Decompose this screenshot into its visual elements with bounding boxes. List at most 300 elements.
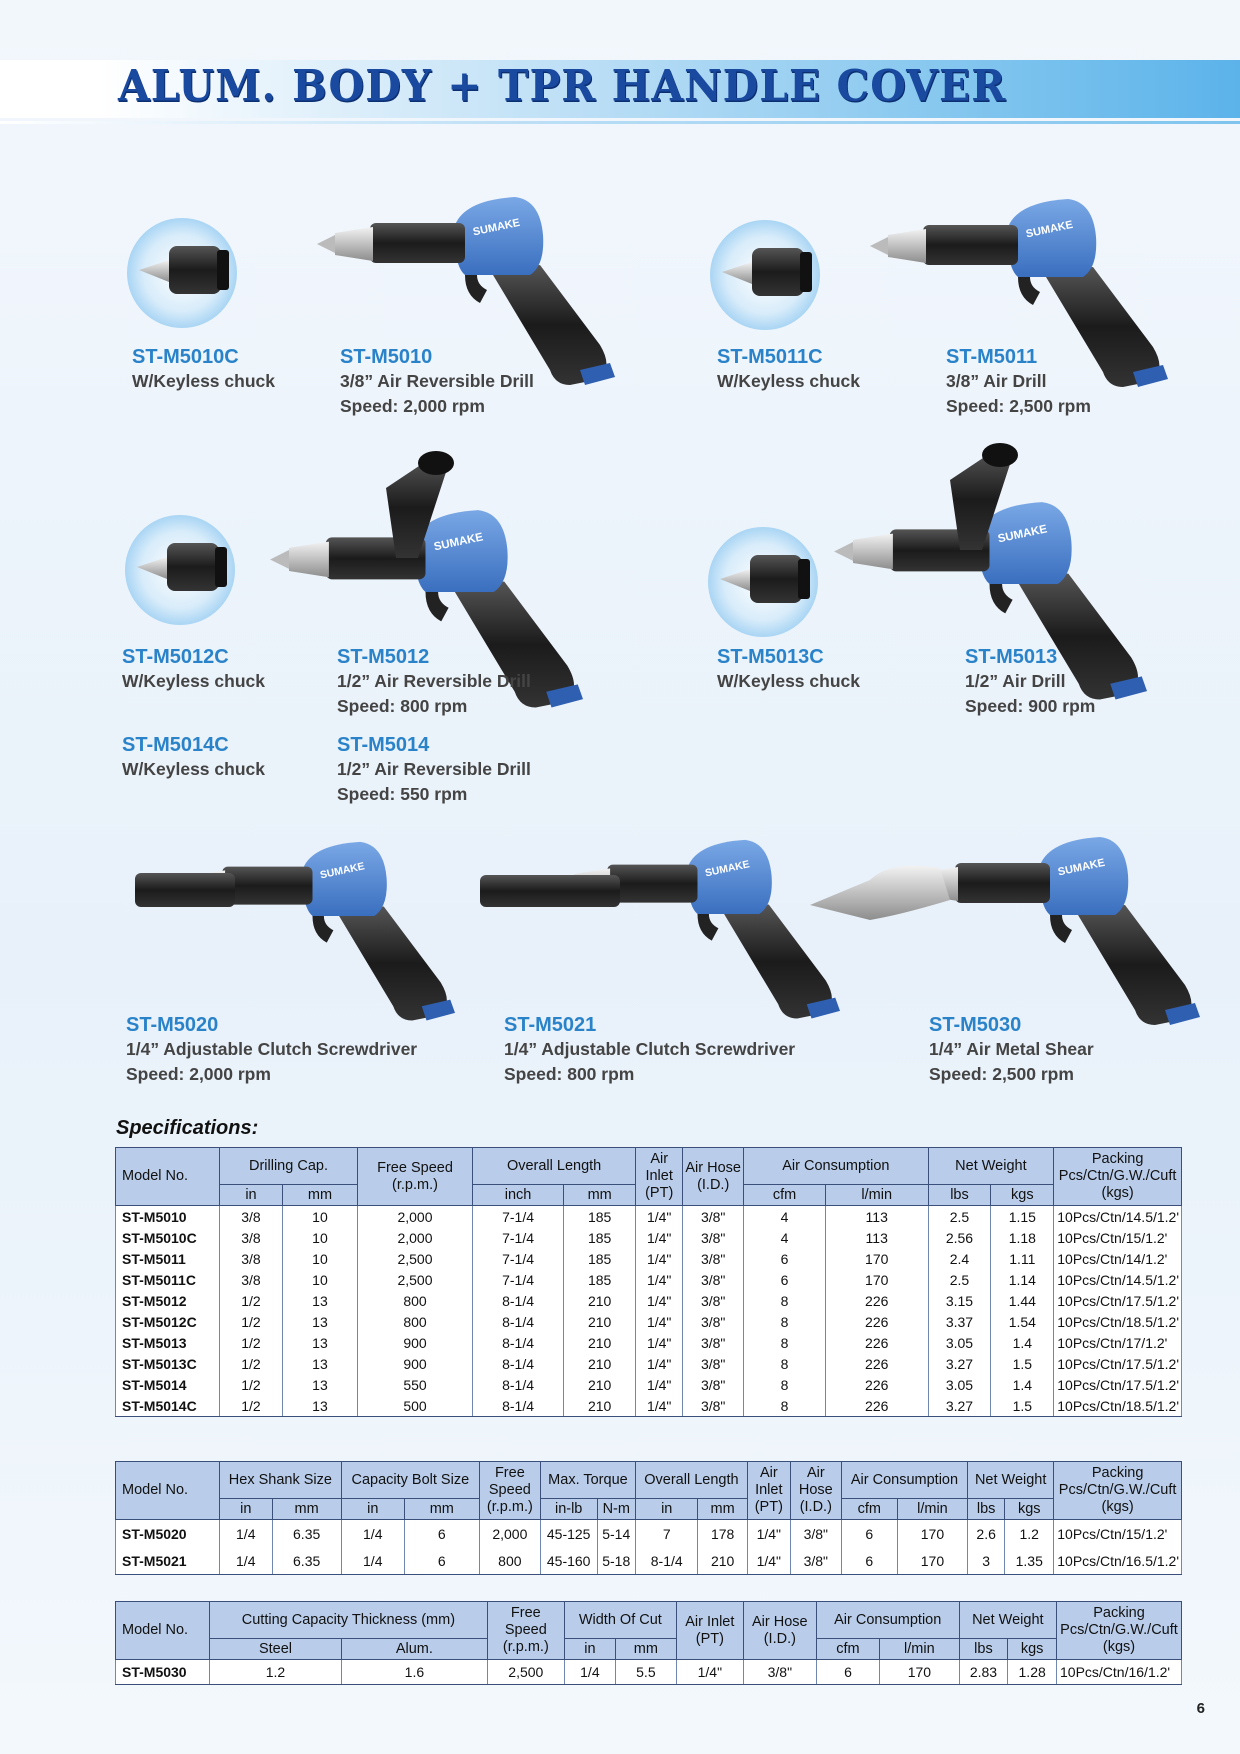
table-cell: 2.4 xyxy=(928,1248,991,1269)
product-speed: Speed: 2,000 rpm xyxy=(126,1064,271,1084)
table-cell: 1.11 xyxy=(991,1248,1054,1269)
product-desc: W/Keyless chuck xyxy=(717,671,860,691)
sub-in: in xyxy=(220,1499,273,1520)
page-number: 6 xyxy=(1196,1700,1205,1717)
table-cell: 3.05 xyxy=(928,1332,991,1353)
sub-in: in xyxy=(220,1185,283,1206)
table-cell: 6 xyxy=(404,1520,479,1548)
model-cell: ST-M5010C xyxy=(116,1227,220,1248)
table-cell: 3.27 xyxy=(928,1353,991,1374)
model-cell: ST-M5013 xyxy=(116,1332,220,1353)
table-cell: 8-1/4 xyxy=(473,1374,564,1395)
table-cell: 3/8" xyxy=(683,1206,744,1228)
table-cell: 6 xyxy=(404,1547,479,1575)
product-code: ST-M5012C xyxy=(122,646,229,668)
table-cell: 10Pcs/Ctn/14.5/1.2' xyxy=(1054,1269,1182,1290)
table-row xyxy=(116,1269,1182,1290)
table-cell: 8-1/4 xyxy=(473,1290,564,1311)
table-cell: 210 xyxy=(564,1374,636,1395)
table-cell: 1/4 xyxy=(220,1520,273,1548)
table-cell: 10Pcs/Ctn/17/1.2' xyxy=(1054,1332,1182,1353)
product-desc: 1/2” Air Reversible Drill xyxy=(337,759,531,779)
product-desc: W/Keyless chuck xyxy=(122,759,265,779)
table-cell: 10Pcs/Ctn/18.5/1.2' xyxy=(1054,1395,1182,1417)
table-cell: 1/4 xyxy=(564,1660,615,1685)
sub-lmin: l/min xyxy=(880,1639,960,1660)
table-cell: 500 xyxy=(358,1395,473,1417)
table-cell: 210 xyxy=(564,1311,636,1332)
col-hose: Air Hose (I.D.) xyxy=(743,1602,816,1660)
product-desc: 3/8” Air Drill xyxy=(946,371,1047,391)
table-cell: 6.35 xyxy=(272,1520,341,1548)
table-cell: 170 xyxy=(825,1269,928,1290)
table-cell: 1.28 xyxy=(1008,1660,1057,1685)
table-cell: 1.5 xyxy=(991,1395,1054,1417)
col-weight: Net Weight xyxy=(959,1602,1056,1639)
col-inlet: Air Inlet (PT) xyxy=(747,1462,790,1520)
table-cell: 8-1/4 xyxy=(473,1311,564,1332)
table-cell: 226 xyxy=(825,1395,928,1417)
table-cell: 1/4" xyxy=(747,1547,790,1575)
product-code: ST-M5013C xyxy=(717,646,824,668)
table-cell: 1.15 xyxy=(991,1206,1054,1228)
model-cell: ST-M5014 xyxy=(116,1374,220,1395)
table-cell: 3/8" xyxy=(790,1520,841,1548)
product-speed: Speed: 2,500 rpm xyxy=(929,1064,1074,1084)
table-cell: 7 xyxy=(636,1520,698,1548)
table-row xyxy=(116,1311,1182,1332)
model-cell: ST-M5013C xyxy=(116,1353,220,1374)
model-cell: ST-M5020 xyxy=(116,1520,220,1548)
table-cell: 1/4" xyxy=(747,1520,790,1548)
col-air: Air Consumption xyxy=(744,1148,928,1185)
table-cell: 800 xyxy=(358,1311,473,1332)
table-cell: 226 xyxy=(825,1332,928,1353)
table-cell: 3/8" xyxy=(683,1353,744,1374)
product-ST-M5013C xyxy=(717,645,860,694)
product-speed: Speed: 800 rpm xyxy=(504,1064,635,1084)
table-row xyxy=(116,1660,1182,1685)
table-cell: 1.5 xyxy=(991,1353,1054,1374)
table-cell: 6 xyxy=(816,1660,879,1685)
keyless-chuck-image xyxy=(708,527,828,639)
sub-lmin: l/min xyxy=(897,1499,967,1520)
table-cell: 5.5 xyxy=(615,1660,676,1685)
col-width: Width Of Cut xyxy=(564,1602,676,1639)
table-cell: 2,000 xyxy=(358,1227,473,1248)
product-ST-M5021 xyxy=(504,1013,795,1087)
product-desc: 1/4” Air Metal Shear xyxy=(929,1039,1094,1059)
table-cell: 10 xyxy=(282,1227,357,1248)
table-cell: 10Pcs/Ctn/15/1.2' xyxy=(1054,1520,1182,1548)
table-cell: 7-1/4 xyxy=(473,1206,564,1228)
table-cell: 226 xyxy=(825,1374,928,1395)
sub-in: in xyxy=(636,1499,698,1520)
table-cell: 3/8" xyxy=(683,1269,744,1290)
product-ST-M5013 xyxy=(965,645,1095,719)
table-cell: 113 xyxy=(825,1206,928,1228)
table-cell: 170 xyxy=(897,1547,967,1575)
table-cell: 8 xyxy=(744,1332,826,1353)
table-cell: 1/4" xyxy=(676,1660,743,1685)
sub-steel: Steel xyxy=(210,1639,342,1660)
col-drilling: Drilling Cap. xyxy=(220,1148,358,1185)
model-cell: ST-M5012 xyxy=(116,1290,220,1311)
product-speed: Speed: 550 rpm xyxy=(337,784,468,804)
col-hex: Hex Shank Size xyxy=(220,1462,342,1499)
screwdriver-image xyxy=(130,835,470,1035)
table-cell: 3/8" xyxy=(743,1660,816,1685)
col-air: Air Consumption xyxy=(816,1602,959,1639)
table-cell: 226 xyxy=(825,1353,928,1374)
col-hose: Air Hose (I.D.) xyxy=(683,1148,744,1206)
table-cell: 3/8" xyxy=(683,1290,744,1311)
table-cell: 226 xyxy=(825,1311,928,1332)
table-row xyxy=(116,1290,1182,1311)
table-cell: 1.44 xyxy=(991,1290,1054,1311)
product-code: ST-M5030 xyxy=(929,1014,1022,1036)
sub-alum: Alum. xyxy=(341,1639,487,1660)
product-code: ST-M5010C xyxy=(132,346,239,368)
col-packing: Packing Pcs/Ctn/G.W./Cuft (kgs) xyxy=(1054,1462,1182,1520)
table-cell: 2,500 xyxy=(487,1660,564,1685)
table-cell: 226 xyxy=(825,1290,928,1311)
table-cell: 210 xyxy=(564,1353,636,1374)
col-model: Model No. xyxy=(116,1602,210,1660)
col-hose: Air Hose (I.D.) xyxy=(790,1462,841,1520)
table-cell: 1.4 xyxy=(991,1374,1054,1395)
table-cell: 10Pcs/Ctn/14/1.2' xyxy=(1054,1248,1182,1269)
table-cell: 1/4 xyxy=(341,1520,404,1548)
product-ST-M5011 xyxy=(946,345,1091,419)
sub-mm: mm xyxy=(615,1639,676,1660)
product-code: ST-M5012 xyxy=(337,646,430,668)
spec-table-shear xyxy=(115,1601,1182,1685)
table-cell: 800 xyxy=(479,1547,540,1575)
model-cell: ST-M5014C xyxy=(116,1395,220,1417)
table-cell: 8 xyxy=(744,1395,826,1417)
table-cell: 1/4" xyxy=(636,1290,683,1311)
table-cell: 3/8" xyxy=(683,1332,744,1353)
table-cell: 1/4" xyxy=(636,1269,683,1290)
table-cell: 1/4" xyxy=(636,1248,683,1269)
table-cell: 6 xyxy=(841,1520,897,1548)
screwdriver-image xyxy=(475,833,855,1033)
keyless-chuck-image xyxy=(710,220,830,332)
table-cell: 1/4" xyxy=(636,1311,683,1332)
product-code: ST-M5013 xyxy=(965,646,1058,668)
table-cell: 8 xyxy=(744,1374,826,1395)
table-cell: 1/4 xyxy=(341,1547,404,1575)
sub-cfm: cfm xyxy=(744,1185,826,1206)
table-row xyxy=(116,1227,1182,1248)
table-cell: 1/2 xyxy=(220,1290,283,1311)
model-cell: ST-M5030 xyxy=(116,1660,210,1685)
col-speed: Free Speed (r.p.m.) xyxy=(487,1602,564,1660)
col-speed: Free Speed (r.p.m.) xyxy=(479,1462,540,1520)
col-packing: Packing Pcs/Ctn/G.W./Cuft (kgs) xyxy=(1057,1602,1182,1660)
table-cell: 800 xyxy=(358,1290,473,1311)
table-cell: 3/8" xyxy=(683,1395,744,1417)
table-row xyxy=(116,1248,1182,1269)
product-speed: Speed: 2,500 rpm xyxy=(946,396,1091,416)
model-cell: ST-M5012C xyxy=(116,1311,220,1332)
sub-lbs: lbs xyxy=(959,1639,1008,1660)
table-cell: 900 xyxy=(358,1332,473,1353)
model-cell: ST-M5011 xyxy=(116,1248,220,1269)
sub-mm: mm xyxy=(404,1499,479,1520)
table-cell: 1/2 xyxy=(220,1311,283,1332)
product-desc: 1/4” Adjustable Clutch Screwdriver xyxy=(504,1039,796,1059)
table-cell: 45-125 xyxy=(540,1520,597,1548)
table-cell: 1/2 xyxy=(220,1332,283,1353)
table-cell: 6 xyxy=(841,1547,897,1575)
table-cell: 10Pcs/Ctn/18.5/1.2' xyxy=(1054,1311,1182,1332)
sub-mm: mm xyxy=(698,1499,747,1520)
model-cell: ST-M5021 xyxy=(116,1547,220,1575)
product-ST-M5030 xyxy=(929,1013,1094,1087)
col-model: Model No. xyxy=(116,1462,220,1520)
table-cell: 210 xyxy=(698,1547,747,1575)
product-desc: 1/2” Air Drill xyxy=(965,671,1066,691)
product-ST-M5014 xyxy=(337,733,531,807)
table-cell: 3/8 xyxy=(220,1227,283,1248)
table-cell: 3/8" xyxy=(683,1227,744,1248)
table-cell: 3/8 xyxy=(220,1206,283,1228)
table-cell: 10Pcs/Ctn/14.5/1.2' xyxy=(1054,1206,1182,1228)
table-cell: 3.37 xyxy=(928,1311,991,1332)
sub-lbs: lbs xyxy=(928,1185,991,1206)
product-desc: 3/8” Air Reversible Drill xyxy=(340,371,534,391)
table-cell: 3.27 xyxy=(928,1395,991,1417)
col-bolt: Capacity Bolt Size xyxy=(341,1462,479,1499)
table-cell: 10Pcs/Ctn/17.5/1.2' xyxy=(1054,1374,1182,1395)
sub-kgs: kgs xyxy=(1005,1499,1054,1520)
spec-table-drills xyxy=(115,1147,1182,1417)
product-desc: 1/2” Air Reversible Drill xyxy=(337,671,531,691)
product-desc: 1/4” Adjustable Clutch Screwdriver xyxy=(126,1039,418,1059)
table-row xyxy=(116,1374,1182,1395)
table-cell: 3.15 xyxy=(928,1290,991,1311)
product-ST-M5010 xyxy=(340,345,534,419)
table-cell: 2.6 xyxy=(968,1520,1005,1548)
table-cell: 3/8" xyxy=(683,1248,744,1269)
table-cell: 6.35 xyxy=(272,1547,341,1575)
col-speed: Free Speed (r.p.m.) xyxy=(358,1148,473,1206)
table-cell: 13 xyxy=(282,1353,357,1374)
keyless-chuck-image xyxy=(125,515,245,627)
product-code: ST-M5011 xyxy=(946,346,1038,368)
product-code: ST-M5014 xyxy=(337,734,430,756)
sub-in: in xyxy=(341,1499,404,1520)
table-cell: 210 xyxy=(564,1395,636,1417)
sub-inlb: in-lb xyxy=(540,1499,597,1520)
product-ST-M5012C xyxy=(122,645,265,694)
table-row xyxy=(116,1206,1182,1228)
col-packing: Packing Pcs/Ctn/G.W./Cuft (kgs) xyxy=(1054,1148,1182,1206)
table-cell: 3/8" xyxy=(683,1311,744,1332)
product-desc: W/Keyless chuck xyxy=(717,371,860,391)
table-cell: 113 xyxy=(825,1227,928,1248)
product-ST-M5014C xyxy=(122,733,265,782)
col-model: Model No. xyxy=(116,1148,220,1206)
product-speed: Speed: 800 rpm xyxy=(337,696,468,716)
product-ST-M5010C xyxy=(132,345,275,394)
table-cell: 1/4" xyxy=(636,1332,683,1353)
col-weight: Net Weight xyxy=(968,1462,1054,1499)
table-cell: 7-1/4 xyxy=(473,1248,564,1269)
table-cell: 13 xyxy=(282,1374,357,1395)
col-torque: Max. Torque xyxy=(540,1462,635,1499)
table-cell: 1.35 xyxy=(1005,1547,1054,1575)
table-cell: 210 xyxy=(564,1290,636,1311)
table-cell: 8-1/4 xyxy=(473,1353,564,1374)
table-cell: 2,500 xyxy=(358,1248,473,1269)
table-cell: 4 xyxy=(744,1227,826,1248)
keyless-chuck-image xyxy=(127,218,247,330)
table-cell: 1/4" xyxy=(636,1395,683,1417)
table-cell: 1/2 xyxy=(220,1353,283,1374)
model-cell: ST-M5010 xyxy=(116,1206,220,1228)
sub-nm: N-m xyxy=(597,1499,636,1520)
table-cell: 8 xyxy=(744,1311,826,1332)
table-cell: 1.4 xyxy=(991,1332,1054,1353)
sub-kgs: kgs xyxy=(991,1185,1054,1206)
table-cell: 2,000 xyxy=(358,1206,473,1228)
product-ST-M5020 xyxy=(126,1013,417,1087)
table-cell: 8 xyxy=(744,1353,826,1374)
table-cell: 2,000 xyxy=(479,1520,540,1548)
sub-kgs: kgs xyxy=(1008,1639,1057,1660)
table-cell: 2.83 xyxy=(959,1660,1008,1685)
table-cell: 3/8 xyxy=(220,1248,283,1269)
product-speed: Speed: 2,000 rpm xyxy=(340,396,485,416)
sub-cfm: cfm xyxy=(841,1499,897,1520)
table-row xyxy=(116,1395,1182,1417)
table-cell: 2.5 xyxy=(928,1206,991,1228)
col-cutting: Cutting Capacity Thickness (mm) xyxy=(210,1602,488,1639)
product-code: ST-M5021 xyxy=(504,1014,597,1036)
table-cell: 8-1/4 xyxy=(473,1395,564,1417)
table-cell: 10 xyxy=(282,1206,357,1228)
table-cell: 1.14 xyxy=(991,1269,1054,1290)
table-cell: 1.54 xyxy=(991,1311,1054,1332)
table-cell: 3.05 xyxy=(928,1374,991,1395)
col-inlet: Air Inlet (PT) xyxy=(676,1602,743,1660)
table-cell: 185 xyxy=(564,1269,636,1290)
table-cell: 13 xyxy=(282,1311,357,1332)
table-cell: 1/2 xyxy=(220,1374,283,1395)
table-cell: 185 xyxy=(564,1227,636,1248)
table-cell: 210 xyxy=(564,1332,636,1353)
product-code: ST-M5010 xyxy=(340,346,433,368)
sub-mm: mm xyxy=(272,1499,341,1520)
table-row xyxy=(116,1332,1182,1353)
table-row xyxy=(116,1547,1182,1575)
table-cell: 2.56 xyxy=(928,1227,991,1248)
sub-mm: mm xyxy=(564,1185,636,1206)
model-cell: ST-M5011C xyxy=(116,1269,220,1290)
table-cell: 7-1/4 xyxy=(473,1227,564,1248)
product-ST-M5012 xyxy=(337,645,531,719)
table-cell: 1/2 xyxy=(220,1395,283,1417)
col-weight: Net Weight xyxy=(928,1148,1054,1185)
col-length: Overall Length xyxy=(636,1462,748,1499)
col-air: Air Consumption xyxy=(841,1462,967,1499)
table-cell: 8-1/4 xyxy=(473,1332,564,1353)
table-cell: 4 xyxy=(744,1206,826,1228)
table-cell: 10Pcs/Ctn/17.5/1.2' xyxy=(1054,1353,1182,1374)
table-cell: 2,500 xyxy=(358,1269,473,1290)
table-cell: 45-160 xyxy=(540,1547,597,1575)
table-cell: 10Pcs/Ctn/16/1.2' xyxy=(1057,1660,1182,1685)
table-cell: 10 xyxy=(282,1269,357,1290)
sub-mm: mm xyxy=(282,1185,357,1206)
table-cell: 1.6 xyxy=(341,1660,487,1685)
table-cell: 3/8" xyxy=(790,1547,841,1575)
table-cell: 178 xyxy=(698,1520,747,1548)
table-cell: 3/8" xyxy=(683,1374,744,1395)
product-code: ST-M5020 xyxy=(126,1014,219,1036)
table-row xyxy=(116,1520,1182,1548)
table-cell: 1/4" xyxy=(636,1353,683,1374)
table-cell: 6 xyxy=(744,1269,826,1290)
specifications-title: Specifications: xyxy=(116,1117,259,1139)
spec-table-screwdrivers xyxy=(115,1461,1182,1575)
table-cell: 10Pcs/Ctn/17.5/1.2' xyxy=(1054,1290,1182,1311)
table-cell: 170 xyxy=(825,1248,928,1269)
table-cell: 10Pcs/Ctn/16.5/1.2' xyxy=(1054,1547,1182,1575)
product-ST-M5011C xyxy=(717,345,860,394)
sub-in: in xyxy=(564,1639,615,1660)
table-cell: 1.2 xyxy=(1005,1520,1054,1548)
sub-lbs: lbs xyxy=(968,1499,1005,1520)
col-length: Overall Length xyxy=(473,1148,636,1185)
product-desc: W/Keyless chuck xyxy=(132,371,275,391)
table-cell: 1.18 xyxy=(991,1227,1054,1248)
product-desc: W/Keyless chuck xyxy=(122,671,265,691)
table-cell: 550 xyxy=(358,1374,473,1395)
sub-lmin: l/min xyxy=(825,1185,928,1206)
table-cell: 2.5 xyxy=(928,1269,991,1290)
product-code: ST-M5011C xyxy=(717,346,823,368)
table-cell: 185 xyxy=(564,1206,636,1228)
table-cell: 1/4" xyxy=(636,1206,683,1228)
product-speed: Speed: 900 rpm xyxy=(965,696,1096,716)
table-cell: 1/4" xyxy=(636,1227,683,1248)
product-code: ST-M5014C xyxy=(122,734,229,756)
table-cell: 10 xyxy=(282,1248,357,1269)
col-inlet: Air Inlet (PT) xyxy=(636,1148,683,1206)
table-cell: 3/8 xyxy=(220,1269,283,1290)
table-cell: 5-14 xyxy=(597,1520,636,1548)
table-cell: 5-18 xyxy=(597,1547,636,1575)
table-cell: 10Pcs/Ctn/15/1.2' xyxy=(1054,1227,1182,1248)
table-cell: 6 xyxy=(744,1248,826,1269)
table-cell: 170 xyxy=(880,1660,960,1685)
table-cell: 1.2 xyxy=(210,1660,342,1685)
table-cell: 900 xyxy=(358,1353,473,1374)
table-row xyxy=(116,1353,1182,1374)
table-cell: 185 xyxy=(564,1248,636,1269)
sub-inch: inch xyxy=(473,1185,564,1206)
table-cell: 7-1/4 xyxy=(473,1269,564,1290)
sub-cfm: cfm xyxy=(816,1639,879,1660)
table-cell: 3 xyxy=(968,1547,1005,1575)
table-cell: 13 xyxy=(282,1332,357,1353)
table-cell: 170 xyxy=(897,1520,967,1548)
table-cell: 1/4 xyxy=(220,1547,273,1575)
